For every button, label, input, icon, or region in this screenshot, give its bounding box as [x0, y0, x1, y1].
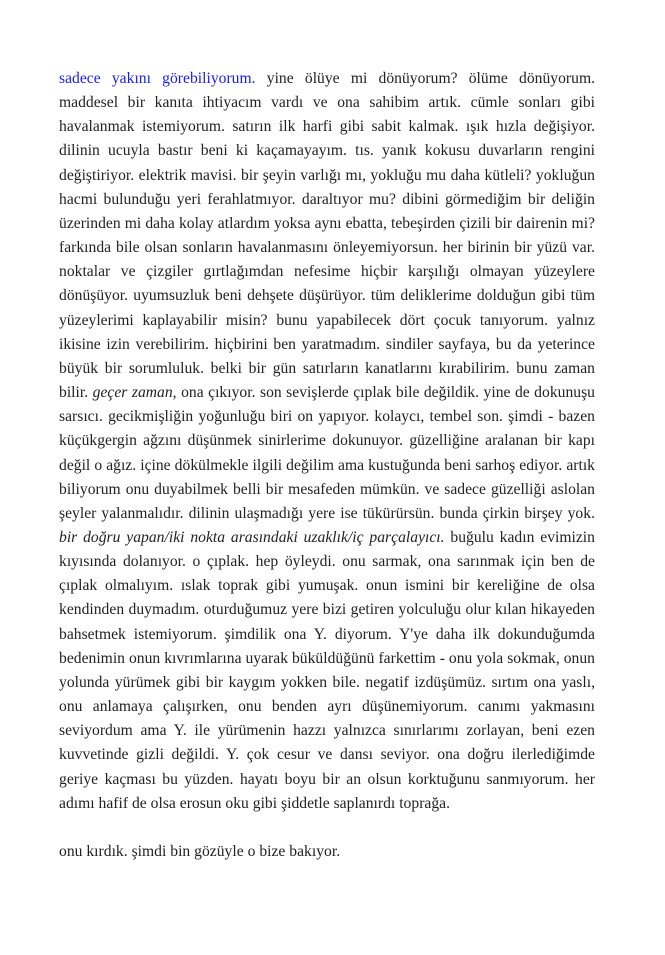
document-body	[59, 67, 595, 864]
paragraph-text-part-2: ona çıkıyor. son sevişlerde çıplak bile değildik. yine de dokunuşu sarsıcı. gecikmişliğin yoğunluğu biri on yapıyor. kolaycı, tembel son. şimdi - bazen küçükgergin ağzını düşünmek sinirlerime dokunuyor. güzelliğine aralanan bir kapı değil o ağız. içine dökülmekle ilgili değilim ama kustuğunda beni sarhoş ediyor. artık biliyorum onu duyabilmek belli bir mesafeden mümkün. ve sadece güzelliği aslolan şeyler yalanmalıdır. dilinin ulaşmadığı yere ise tükürürsün. bunda çirkin birşey yok.	[59, 384, 595, 522]
paragraph-main	[59, 67, 595, 816]
italic-phrase-2: bir doğru yapan/iki nokta arasındaki uzaklık/iç parçalayıcı.	[59, 528, 445, 546]
paragraph-text-part-1: yine ölüye mi dönüyorum? ölüme dönüyorum. maddesel bir kanıta ihtiyacım vardı ve ona sahibim artık. cümle sonları gibi havalanmak istemiyorum. satırın ilk harfi gibi sabit kalmak. ışık hızla değişiyor. dilinin ucuyla bastır beni ki kaçamayayım. tıs. yanık kokusu duvarların rengini değiştiriyor. elektrik mavisi. bir şeyin varlığı mı, yokluğu mu daha kütleli? yokluğun hacmi bulunduğu yeri ferahlatmıyor. daraltıyor mu? dibini görmediğim bir deliğin üzerinden mi daha kolay atlardım yoksa aynı ebatta, tebeşirden çizili bir dairenin mi? farkında bile olsan sonların havalanmasını önleyemiyorsun. her birinin bir yüzü var. noktalar ve çizgiler gırtlağımdan nefesime hiçbir karşılığı olmayan yüzeylere dönüşüyor. uyumsuzluk beni dehşete düşürüyor. tüm deliklerime dolduğun gibi tüm yüzeylerimi kaplayabilir misin? bunu yapabilecek dört çocuk tanıyorum. yalnız ikisine izin verebilirim. hiçbirini ben yaratmadım. sindiler sayfaya, bu da yeterince büyük bir sorumluluk. belki bir gün satırların kanatlarını kırabilirim. bunu zaman bilir.	[59, 70, 596, 402]
paragraph-closing: onu kırdık. şimdi bin gözüyle o bize bakıyor.	[59, 842, 341, 860]
italic-phrase-1: geçer zaman,	[92, 384, 177, 402]
paragraph-text-part-3: buğulu kadın evimizin kıyısında dolanıyor. o çıplak. hep öyleydi. onu sarmak, ona sarınmak için ben de çıplak olmalıyım. ıslak toprak gibi yumuşak. onun ismini bir kereliğine de olsa kendinden duymadım. oturduğumuz yere bizi getiren yolculuğu olur kılan hikayeden bahsetmek istemiyorum. şimdilik ona Y. diyorum. Y'ye daha ilk dokunduğumda bedenimin onun kıvrımlarına uyarak büküldüğünü farkettim - onu yola sokmak, onun yolunda yürümek gibi bir kaygım yokken bile. negatif izdüşümüz. sırtım ona yaslı, onu anlamaya çalışırken, onu benden ayrı düşünemiyorum. canımı yakmasını seviyordum ama Y. ile yürümenin hazzı yalnızca sınırlarımı zorlayan, beni ezen kuvvetinde gizli değildi. Y. çok cesur ve dansı seviyor. ona doğru ilerlediğimde geriye kaçması bu yüzden. hayatı boyu bir an olsun korktuğunu sanmıyorum. her adımı hafif de olsa erosun oku gibi şiddetle saplanırdı toprağa.	[59, 528, 595, 812]
highlighted-phrase: sadece yakını görebiliyorum.	[59, 70, 256, 87]
